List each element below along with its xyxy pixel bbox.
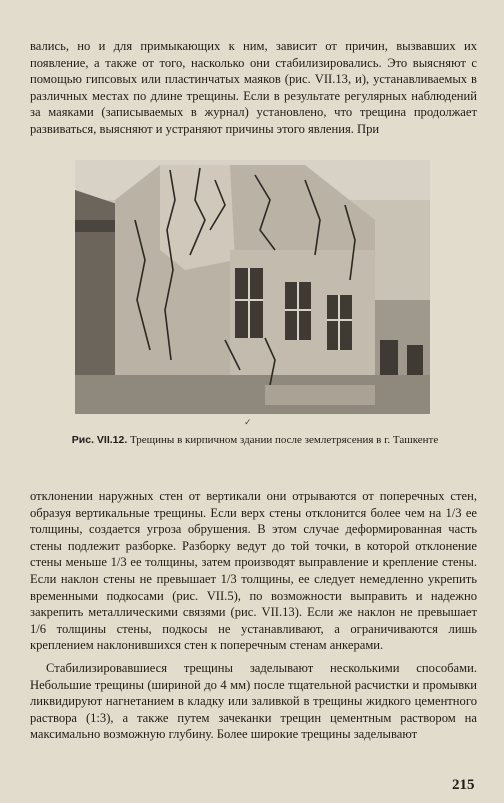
- paragraph-middle: отклонении наружных стен от вертикали они отрываются от поперечных стен, образуя вертикальные трещины. Если верх стены отклонится более чем на 1/3 ее толщины, создается угроза обрушения. В этом случае деформированная часть стены подлежит разборке. Разборку ведут до той точки, в которой отклонение стены меньше 1/3 ее толщины, затем производят выправление и крепление стены. Если наклон стены не превышает 1/3 толщины, ее следует немедленно укрепить временными подкосами (рис. VII.5), по возможности выправить и надежно закрепить металлическими связями (рис. VII.13). Если же наклон не превышает 1/6 толщины стены, подкосы не устанавливают, а ограничиваются лишь креплением наклонившихся стен к поперечным стенам анкерами.: [30, 489, 477, 653]
- figure-label: Рис. VII.12.: [71, 434, 128, 446]
- page-number: 215: [452, 777, 475, 793]
- figure-photo-cracked-building: [75, 160, 430, 414]
- figure-caption: [70, 433, 440, 447]
- figure-caption-text: Трещины в кирпичном здании после землетрясения в г. Ташкенте: [130, 434, 439, 446]
- print-mark: ✓: [244, 417, 252, 427]
- paragraph-bottom: Стабилизировавшиеся трещины заделывают несколькими способами. Небольшие трещины (шириной до 4 мм) после тщательной расчистки и промывки ликвидируют нагнетанием в кладку или заливкой в трещины жидкого цементного раствора (1:3), а также путем зачеканки трещин цементным раствором на максимально возможную глубину. Более широкие трещины заделывают: [30, 661, 477, 742]
- paragraph-top: вались, но и для примыкающих к ним, зависит от причин, вызвавших их появление, а также от того, насколько они стабилизировались. Это выясняют с помощью гипсовых или пластинчатых маяков (рис. VII.13, и), устанавливаемых в различных местах по длине трещины. Если в результате регулярных наблюдений за маяками (записываемых в журнал) установлено, что трещина продолжает развиваться, выясняют и устраняют причины этого явления. При: [30, 39, 477, 136]
